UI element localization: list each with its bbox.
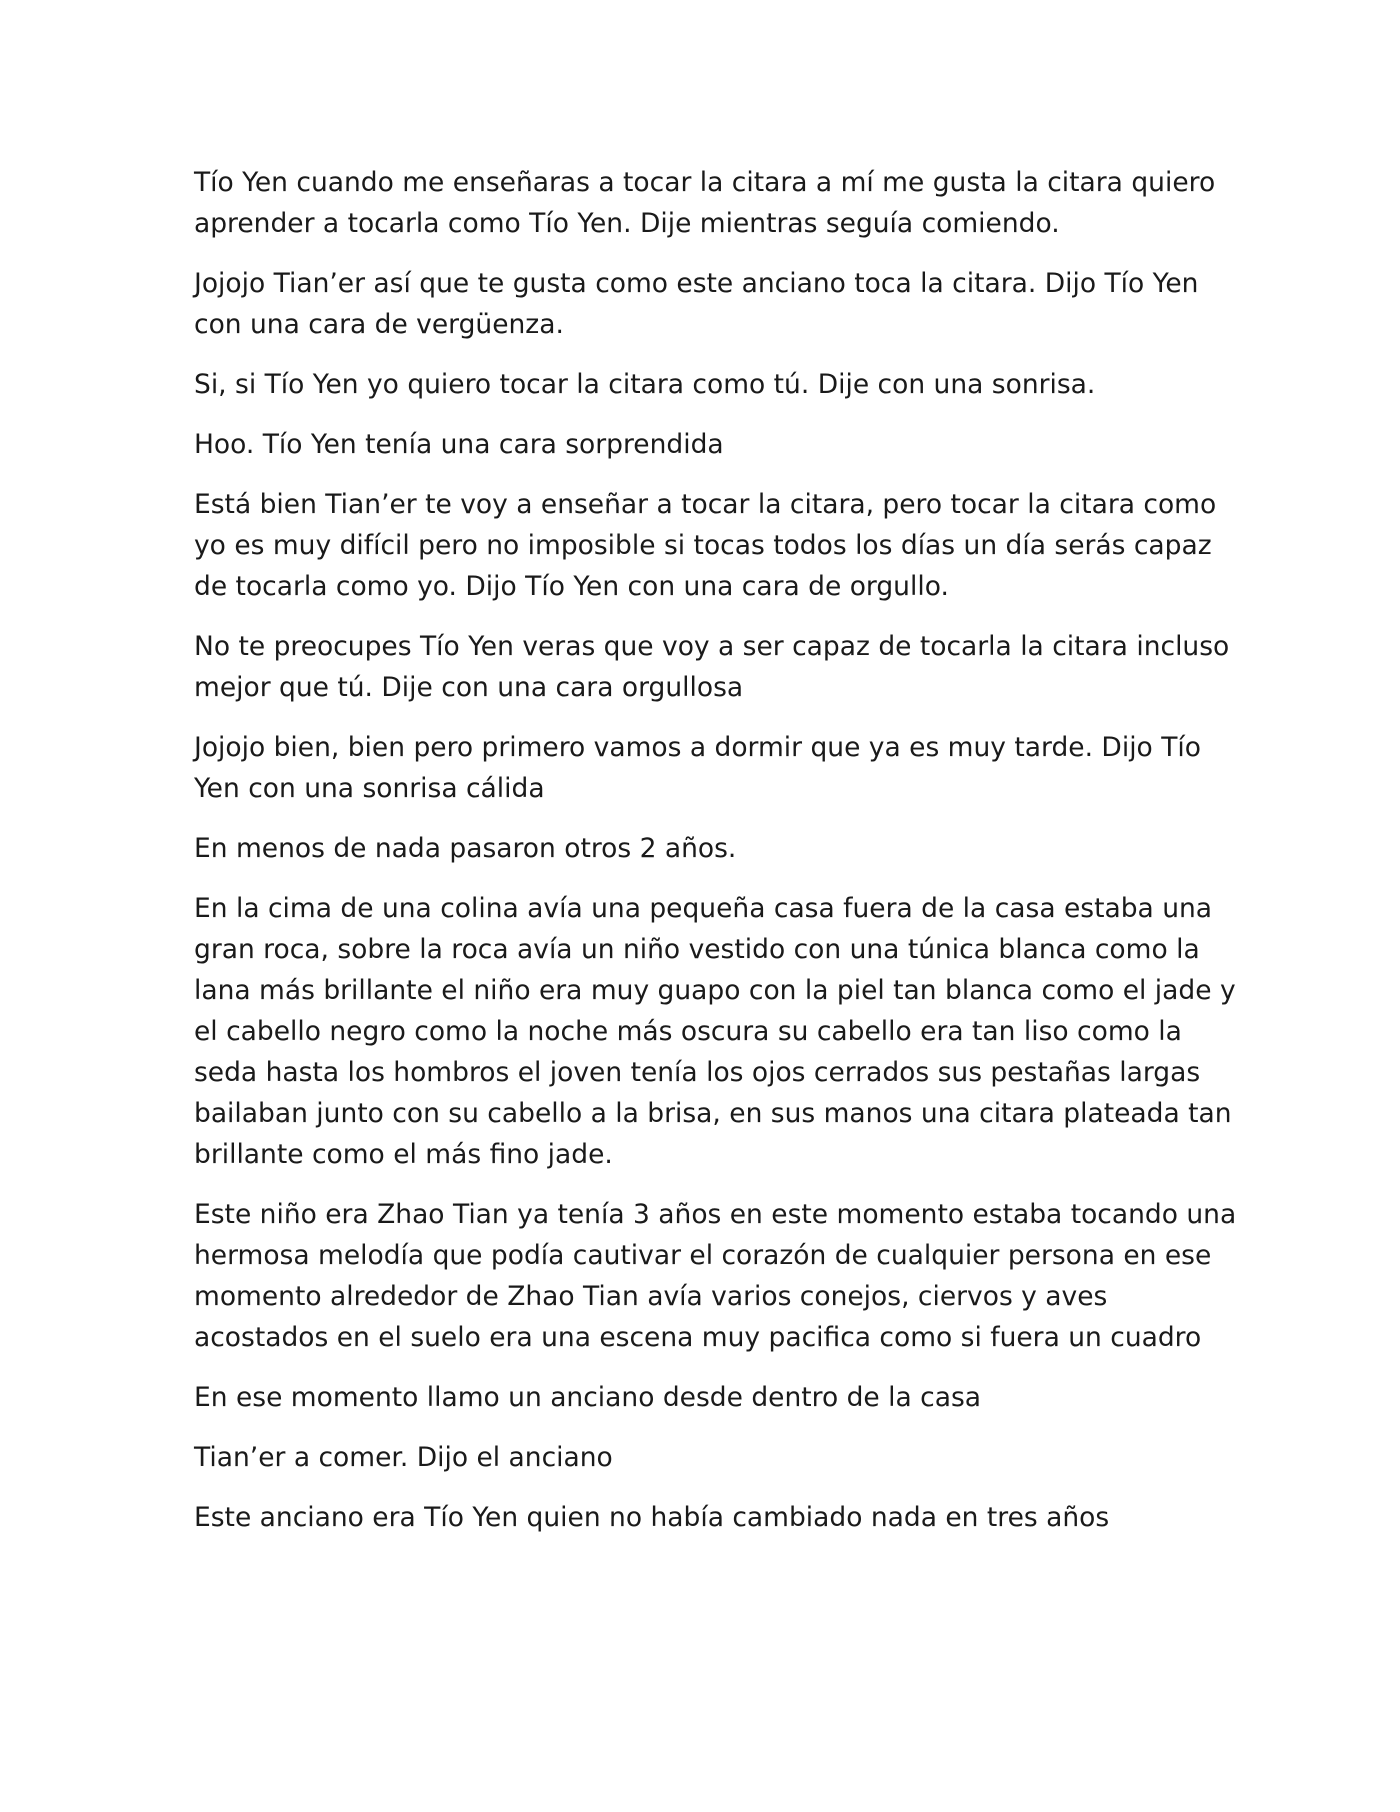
text-line: Hoo. Tío Yen tenía una cara sorprendida xyxy=(194,429,724,460)
text-line: No te preocupes Tío Yen veras que voy a ser capaz de tocarla la citara incluso xyxy=(194,631,1230,662)
text-line: momento alrededor de Zhao Tian avía varios conejos, ciervos y aves xyxy=(194,1281,1108,1312)
text-line: brillante como el más fino jade. xyxy=(194,1139,613,1170)
text-line: bailaban junto con su cabello a la brisa, en sus manos una citara plateada tan xyxy=(194,1098,1232,1129)
text-line: En ese momento llamo un anciano desde dentro de la casa xyxy=(194,1382,982,1413)
paragraph xyxy=(194,727,1224,809)
text-line: Yen con una sonrisa cálida xyxy=(194,773,545,804)
text-line: En la cima de una colina avía una pequeña casa fuera de la casa estaba una xyxy=(194,893,1213,924)
text-line: lana más brillante el niño era muy guapo con la piel tan blanca como el jade y xyxy=(194,975,1236,1006)
paragraph xyxy=(194,626,1230,708)
text-line: En menos de nada pasaron otros 2 años. xyxy=(194,833,737,864)
text-line: Este anciano era Tío Yen quien no había cambiado nada en tres años xyxy=(194,1502,1110,1533)
text-line: Está bien Tian’er te voy a enseñar a tocar la citara, pero tocar la citara como xyxy=(194,489,1217,520)
paragraph xyxy=(194,364,1224,405)
paragraph xyxy=(194,424,1224,465)
text-line: mejor que tú. Dije con una cara orgullosa xyxy=(194,672,744,703)
text-line: yo es muy difícil pero no imposible si tocas todos los días un día serás capaz xyxy=(194,530,1212,561)
text-line: seda hasta los hombros el joven tenía los ojos cerrados sus pestañas largas xyxy=(194,1057,1201,1088)
text-line: acostados en el suelo era una escena muy pacifica como si fuera un cuadro xyxy=(194,1322,1202,1353)
paragraph xyxy=(194,484,1224,607)
text-line: Tian’er a comer. Dijo el anciano xyxy=(194,1442,613,1473)
paragraph xyxy=(194,828,1224,869)
paragraph xyxy=(194,263,1224,345)
text-line: el cabello negro como la noche más oscura su cabello era tan liso como la xyxy=(194,1016,1182,1047)
text-line: gran roca, sobre la roca avía un niño vestido con una túnica blanca como la xyxy=(194,934,1200,965)
text-line: Tío Yen cuando me enseñaras a tocar la citara a mí me gusta la citara quiero xyxy=(194,167,1216,198)
paragraph xyxy=(194,888,1236,1175)
document-body xyxy=(194,162,1237,1557)
paragraph xyxy=(194,1377,1224,1418)
paragraph xyxy=(194,162,1224,244)
text-line: Jojojo Tian’er así que te gusta como este anciano toca la citara. Dijo Tío Yen xyxy=(194,268,1199,299)
text-line: de tocarla como yo. Dijo Tío Yen con una cara de orgullo. xyxy=(194,571,949,602)
text-line: Este niño era Zhao Tian ya tenía 3 años en este momento estaba tocando una xyxy=(194,1199,1237,1230)
text-line: aprender a tocarla como Tío Yen. Dije mientras seguía comiendo. xyxy=(194,208,1060,239)
paragraph xyxy=(194,1497,1224,1538)
text-line: hermosa melodía que podía cautivar el corazón de cualquier persona en ese xyxy=(194,1240,1212,1271)
paragraph xyxy=(194,1194,1237,1358)
text-line: con una cara de vergüenza. xyxy=(194,309,564,340)
text-line: Si, si Tío Yen yo quiero tocar la citara como tú. Dije con una sonrisa. xyxy=(194,369,1096,400)
paragraph xyxy=(194,1437,1224,1478)
text-line: Jojojo bien, bien pero primero vamos a dormir que ya es muy tarde. Dijo Tío xyxy=(194,732,1201,763)
